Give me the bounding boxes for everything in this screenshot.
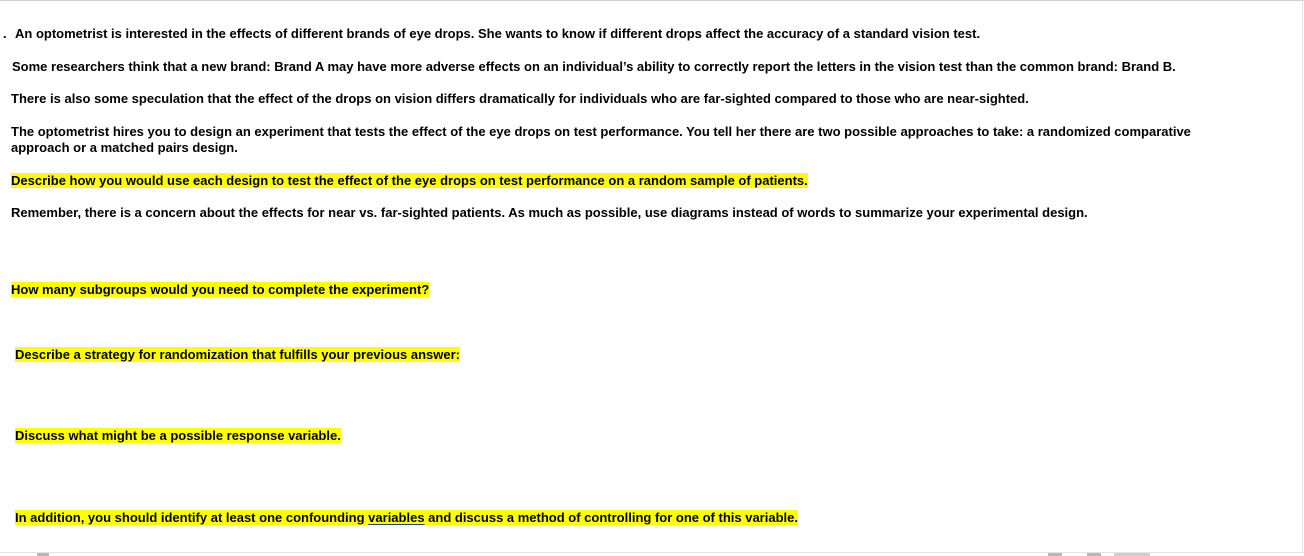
- highlighted-question-text: Describe how you would use each design to test the effect of the eye drops on test performance on a random sample of patients.: [11, 173, 808, 188]
- top-divider: [0, 0, 1304, 1]
- list-bullet: .: [3, 26, 7, 41]
- paragraph-brands: Some researchers think that a new brand: Brand A may have more adverse effects on an individual’s ability to correctly report the letters in the vision test than the common brand: Brand B.: [12, 59, 1176, 74]
- variables-link[interactable]: variables: [368, 510, 425, 525]
- highlighted-question-text: [15, 510, 798, 525]
- question-confounding-end: and discuss a method of controlling for one of this variable.: [424, 510, 798, 525]
- bottom-edge: [0, 552, 1304, 556]
- right-divider: [1302, 0, 1303, 556]
- question-randomization: [15, 347, 1255, 363]
- highlighted-question-text: Describe a strategy for randomization that fulfills your previous answer:: [15, 347, 460, 362]
- highlighted-question-text: How many subgroups would you need to complete the experiment?: [11, 282, 430, 297]
- question-subgroups: [11, 282, 1251, 298]
- question-describe-designs: [11, 173, 1251, 189]
- paragraph-speculation: There is also some speculation that the effect of the drops on vision differs dramatically for individuals who are far-sighted compared to those who are near-sighted.: [11, 91, 1029, 106]
- paragraph-design-approaches: The optometrist hires you to design an experiment that tests the effect of the eye drops on test performance. You tell her there are two possible approaches to take: a randomized comparative approach or a matched pairs design.: [11, 124, 1191, 155]
- question-confounding-start: In addition, you should identify at least one confounding: [15, 510, 369, 525]
- paragraph-intro: An optometrist is interested in the effects of different brands of eye drops. She wants to know if different drops affect the accuracy of a standard vision test.: [15, 26, 981, 41]
- highlighted-question-text: Discuss what might be a possible response variable.: [15, 428, 341, 443]
- question-confounding: [15, 510, 1255, 526]
- paragraph-reminder: Remember, there is a concern about the effects for near vs. far-sighted patients. As much as possible, use diagrams instead of words to summarize your experimental design.: [11, 205, 1088, 220]
- question-response-variable: [15, 428, 1255, 444]
